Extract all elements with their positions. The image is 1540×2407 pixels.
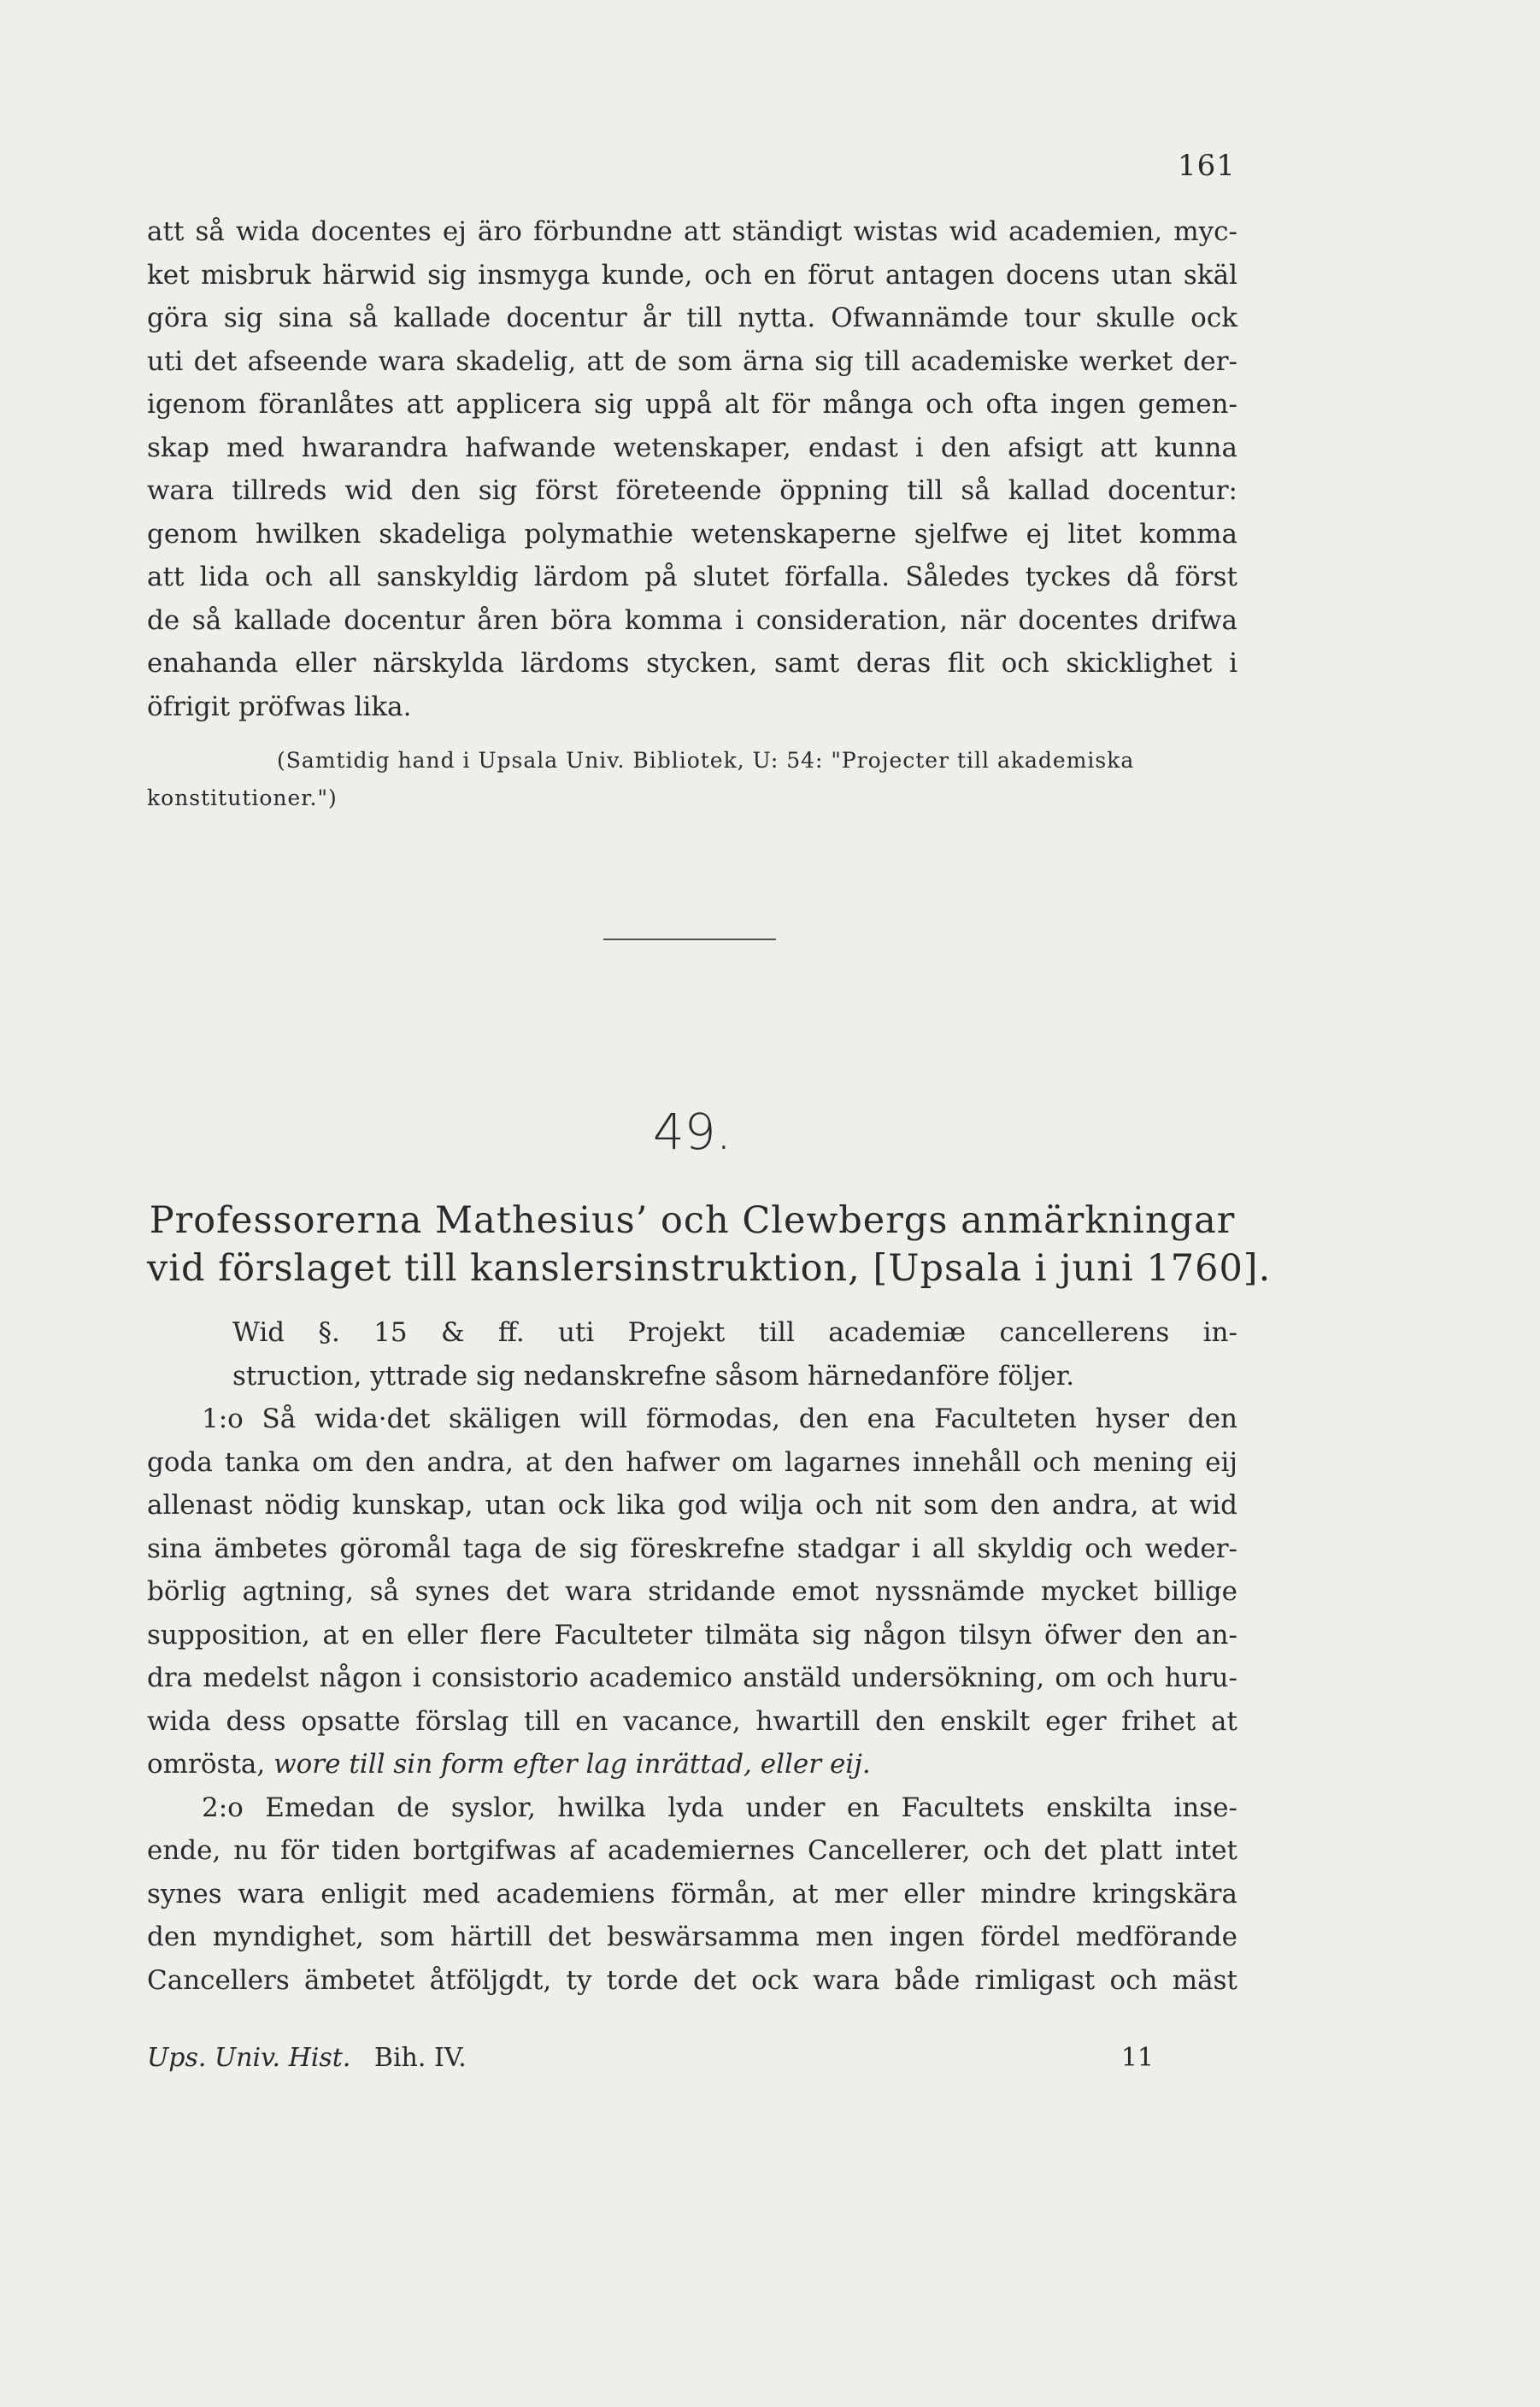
text-line: 2:o Emedan de syslor, hwilka lyda under en Facultets enskilta inse-: [202, 1792, 1237, 1823]
text-line: wara tillreds wid den sig först företeende öppning till så kallad docentur:: [147, 475, 1237, 506]
text-line: skap med hwarandra hafwande wetenskaper, endast i den afsigt att kunna: [147, 432, 1237, 463]
text-line: igenom föranlåtes att applicera sig uppå alt för många och ofta ingen gemen-: [147, 389, 1237, 420]
document-number: 49.: [652, 1103, 732, 1161]
footer-series: Ups. Univ. Hist.: [147, 2043, 351, 2073]
point-2-paragraph: [147, 1786, 1237, 2003]
footer-signature: 11: [1120, 2043, 1154, 2073]
page-footer: [147, 2043, 1237, 2073]
intro-paragraph: [147, 1311, 1237, 1398]
page-number: 161: [1178, 149, 1236, 183]
source-note: (Samtidig hand i Upsala Univ. Bibliotek, U: 54: "Projecter till akademiska konstitutioner."): [147, 748, 1135, 810]
text-line: ende, nu för tiden bortgifwas af academiernes Cancellerer, och det platt intet: [147, 1835, 1237, 1866]
section-divider: [603, 939, 776, 940]
text-line: sina ämbetes göromål taga de sig föreskrefne stadgar i all skyldig och weder-: [147, 1533, 1237, 1564]
text-line: goda tanka om den andra, at den hafwer om lagarnes innehåll och mening eij: [147, 1446, 1237, 1478]
text-line: genom hwilken skadeliga polymathie wetenskaperne sjelfwe ej litet komma: [147, 518, 1237, 550]
text-line: att lida och all sanskyldig lärdom på slutet förfalla. Således tyckes då först: [147, 562, 1237, 592]
document-title: [147, 1197, 1272, 1292]
line-text: omrösta,: [147, 1749, 274, 1780]
intro-line: struction, yttrade sig nedanskrefne såsom härnedanföre följer.: [232, 1360, 1075, 1392]
text-line: de så kallade docentur åren böra komma i consideration, när docentes drifwa: [147, 604, 1237, 636]
footer-volume: Bih. IV.: [373, 2043, 467, 2073]
text-line: uti det afseende wara skadelig, att de som ärna sig till academiske werket der-: [147, 345, 1237, 377]
document-body: [147, 1311, 1237, 2002]
text-line: Cancellers ämbetet åtföljgdt, ty torde det ock wara både rimligast och mäst: [147, 1964, 1237, 1996]
text-line: supposition, at en eller flere Faculteter tilmäta sig någon tilsyn öfwer den an-: [147, 1619, 1237, 1651]
text-line: enahanda eller närskylda lärdoms stycken, samt deras flit och skicklighet i: [147, 648, 1237, 679]
text-line: [147, 1743, 1237, 1786]
text-line: den myndighet, som härtill det beswärsamma men ingen fördel medförande: [147, 1921, 1237, 1952]
text-line: öfrigit pröfwas lika.: [147, 691, 412, 722]
text-line: göra sig sina så kallade docentur år till nytta. Ofwannämde tour skulle ock: [147, 303, 1237, 333]
text-line: synes wara enligit med academiens förmån, at mer eller mindre kringskära: [147, 1878, 1237, 1910]
text-line: allenast nödig kunskap, utan ock lika god wilja och nit som den andra, at wid: [147, 1490, 1237, 1521]
continued-paragraph: [147, 210, 1237, 728]
text-line: börlig agtning, så synes det wara stridande emot nyssnämde mycket billige: [147, 1576, 1237, 1607]
text-line: 1:o Så wida·det skäligen will förmodas, den ena Faculteten hyser den: [202, 1404, 1237, 1434]
text-line: dra medelst någon i consistorio academico anstäld undersökning, om och huru-: [147, 1663, 1237, 1693]
italic-phrase: wore till sin form efter lag inrättad, eller eij.: [273, 1749, 871, 1780]
title-line: vid förslaget till kanslersinstruktion, [Upsala i juni 1760].: [147, 1247, 1272, 1290]
point-1-paragraph: [147, 1398, 1237, 1786]
text-line: wida dess opsatte förslag till en vacance, hwartill den enskilt eger frihet at: [147, 1705, 1237, 1737]
title-line: Professorerna Mathesius’ och Clewbergs anmärkningar: [149, 1199, 1236, 1242]
text-line: att så wida docentes ej äro förbundne att ständigt wistas wid academien, myc-: [147, 216, 1237, 247]
text-line: ket misbruk härwid sig insmyga kunde, och en förut antagen docens utan skäl: [147, 259, 1237, 291]
intro-line: Wid §. 15 & ff. uti Projekt till academiæ cancellerens in-: [232, 1317, 1237, 1348]
